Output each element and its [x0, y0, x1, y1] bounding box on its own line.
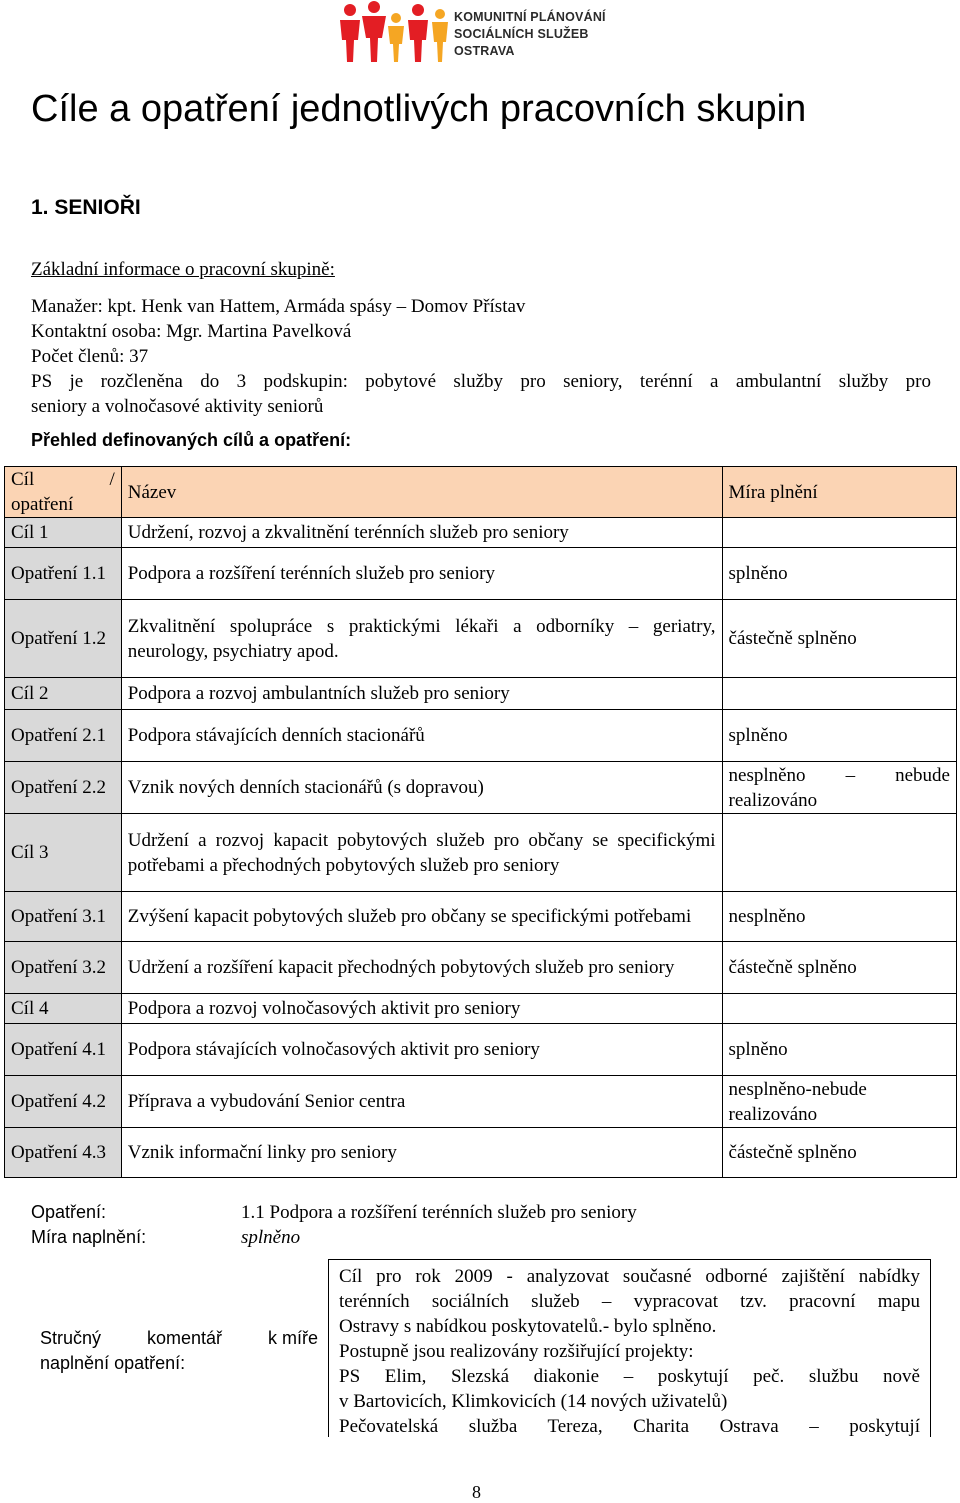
measure-labels	[31, 1200, 146, 1250]
row-id: Opatření 1.1	[5, 548, 122, 600]
table-row	[5, 678, 957, 710]
table-row	[5, 1128, 957, 1178]
comment-line: Postupně jsou realizovány rozšiřující projekty:	[339, 1341, 694, 1362]
page-number: 8	[472, 1482, 481, 1502]
row-status: splněno	[722, 710, 956, 762]
header-slash: /	[109, 469, 115, 490]
row-id: Opatření 3.2	[5, 942, 122, 994]
section-heading: 1. SENIOŘI	[31, 196, 141, 219]
contact-line: Kontaktní osoba: Mgr. Martina Pavelková	[31, 321, 352, 342]
row-id: Opatření 2.1	[5, 710, 122, 762]
logo-line-3: OSTRAVA	[454, 44, 515, 58]
table-row	[5, 814, 957, 892]
logo-text	[454, 9, 606, 60]
overview-heading: Přehled definovaných cílů a opatření:	[31, 430, 352, 450]
row-id: Cíl 2	[5, 678, 122, 710]
row-name: Vznik informační linky pro seniory	[121, 1128, 722, 1178]
table-row	[5, 762, 957, 814]
row-name: Podpora stávajících denních stacionářů	[121, 710, 722, 762]
row-name: Podpora a rozšíření terénních služeb pro seniory	[121, 548, 722, 600]
row-status	[722, 518, 956, 548]
row-status: nesplněno	[722, 892, 956, 942]
header-measure: opatření	[11, 494, 74, 515]
row-id: Opatření 2.2	[5, 762, 122, 814]
row-id: Cíl 4	[5, 994, 122, 1024]
comment-label-word: k míře	[267, 1328, 318, 1348]
measure-label: Opatření:	[31, 1202, 107, 1222]
row-status: částečně splněno	[722, 942, 956, 994]
table-row	[5, 994, 957, 1024]
subgroups-line-2: seniory a volnočasové aktivity seniorů	[31, 396, 324, 417]
comment-label-word: Stručný	[40, 1328, 102, 1348]
row-id: Cíl 3	[5, 814, 122, 892]
row-id: Opatření 4.3	[5, 1128, 122, 1178]
fulfil-label: Míra naplnění:	[31, 1227, 147, 1247]
comment-label	[40, 1326, 318, 1376]
row-status	[722, 814, 956, 892]
row-name: Podpora stávajících volnočasových aktivit pro seniory	[121, 1024, 722, 1076]
row-name: Podpora a rozvoj volnočasových aktivit pro seniory	[121, 994, 722, 1024]
table-row	[5, 892, 957, 942]
table-row	[5, 600, 957, 678]
row-name: Podpora a rozvoj ambulantních služeb pro seniory	[121, 678, 722, 710]
header-fulfilment: Míra plnění	[722, 467, 956, 518]
row-name: Příprava a vybudování Senior centra	[121, 1076, 722, 1128]
logo	[336, 0, 626, 70]
manager-line: Manažer: kpt. Henk van Hattem, Armáda spásy – Domov Přístav	[31, 296, 526, 317]
measure-values	[241, 1200, 637, 1250]
status-part: nebude	[895, 764, 950, 786]
table-row	[5, 1076, 957, 1128]
row-status: částečně splněno	[722, 600, 956, 678]
logo-line-1: KOMUNITNÍ PLÁNOVÁNÍ	[454, 10, 606, 24]
comment-line: Cíl pro rok 2009 - analyzovat současné odborné zajištění nabídky	[339, 1266, 920, 1287]
comment-line: Pečovatelská služba Tereza, Charita Ostrava – poskytují	[339, 1416, 920, 1437]
row-status: splněno	[722, 1024, 956, 1076]
row-status	[722, 994, 956, 1024]
comment-line: PS Elim, Slezská diakonie – poskytují peč. službu nově	[339, 1366, 920, 1387]
comment-label-word: komentář	[146, 1328, 223, 1348]
row-status: částečně splněno	[722, 1128, 956, 1178]
row-id: Opatření 3.1	[5, 892, 122, 942]
table-row	[5, 710, 957, 762]
row-name: Udržení a rozvoj kapacit pobytových služeb pro občany se specifickými potřebami a přechodných pobytových služeb pro seniory	[121, 814, 722, 892]
measure-value: 1.1 Podpora a rozšíření terénních služeb pro seniory	[241, 1202, 637, 1223]
row-name: Udržení a rozšíření kapacit přechodných pobytových služeb pro seniory	[121, 942, 722, 994]
table-header-row	[5, 467, 957, 518]
status-part: nesplněno	[728, 764, 806, 786]
row-status: splněno	[722, 548, 956, 600]
row-id: Opatření 1.2	[5, 600, 122, 678]
header-goal-measure	[5, 467, 122, 518]
comment-line: v Bartovicích, Klimkovicích (14 nových uživatelů)	[339, 1391, 728, 1412]
comment-line: Ostravy s nabídkou poskytovatelů.- bylo splněno.	[339, 1316, 717, 1337]
subgroups-line-1: PS je rozčleněna do 3 podskupin: pobytové služby pro seniory, terénní a ambulantní služby pro	[31, 371, 931, 392]
row-id: Cíl 1	[5, 518, 122, 548]
comment-label-line: naplnění opatření:	[40, 1353, 186, 1373]
people-logo-icon	[336, 0, 452, 70]
table-row	[5, 548, 957, 600]
status-part: realizováno	[728, 789, 818, 811]
row-id: Opatření 4.1	[5, 1024, 122, 1076]
logo-line-2: SOCIÁLNÍCH SLUŽEB	[454, 27, 589, 41]
table-row	[5, 942, 957, 994]
table-row	[5, 518, 957, 548]
header-goal: Cíl	[11, 469, 35, 490]
fulfil-value: splněno	[241, 1227, 301, 1248]
comment-box	[328, 1259, 931, 1437]
members-line: Počet členů: 37	[31, 346, 149, 367]
row-id: Opatření 4.2	[5, 1076, 122, 1128]
info-heading: Základní informace o pracovní skupině:	[31, 259, 335, 280]
row-status: nesplněno-nebude realizováno	[722, 1076, 956, 1128]
status-dash: –	[845, 764, 856, 786]
row-name: Udržení, rozvoj a zkvalitnění terénních služeb pro seniory	[121, 518, 722, 548]
row-name: Zkvalitnění spolupráce s praktickými lékaři a odborníky – geriatry, neurology, psychiatry apod.	[121, 600, 722, 678]
row-name: Zvýšení kapacit pobytových služeb pro občany se specifickými potřebami	[121, 892, 722, 942]
page-title: Cíle a opatření jednotlivých pracovních skupin	[31, 88, 807, 130]
info-block	[31, 294, 931, 419]
table-row	[5, 1024, 957, 1076]
header-name: Název	[121, 467, 722, 518]
row-status	[722, 762, 956, 814]
goals-table	[4, 466, 957, 1178]
row-status	[722, 678, 956, 710]
comment-line: terénních sociálních služeb – vypracovat tzv. pracovní mapu	[339, 1291, 920, 1312]
row-name: Vznik nových denních stacionářů (s dopravou)	[121, 762, 722, 814]
